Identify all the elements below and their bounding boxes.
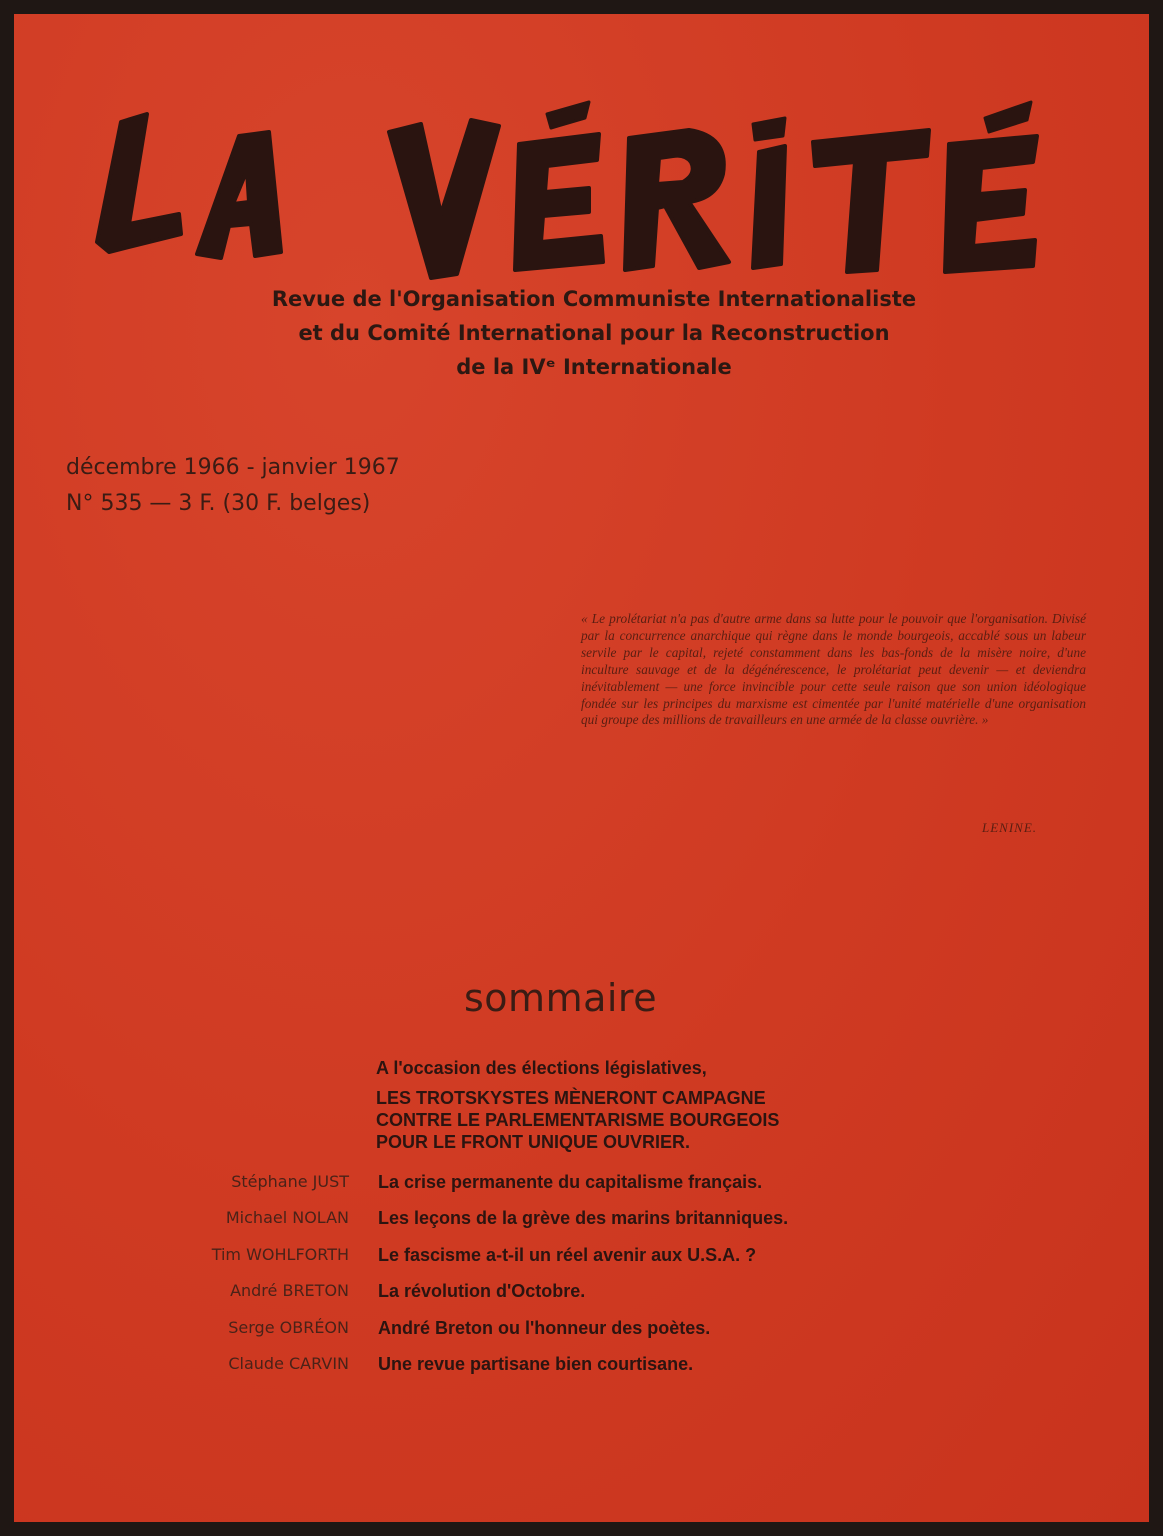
sommaire-heading: sommaire bbox=[464, 976, 658, 1020]
toc-title: Les leçons de la grève des marins britanniques. bbox=[378, 1208, 789, 1229]
lead-intro: A l'occasion des élections législatives, bbox=[376, 1058, 707, 1078]
toc-entry bbox=[14, 1206, 1149, 1242]
subtitle-line: de la IVᵉ Internationale bbox=[456, 355, 732, 379]
epigraph-author: LENINE. bbox=[982, 820, 1038, 835]
subtitle-line: Revue de l'Organisation Communiste Internationaliste bbox=[271, 287, 917, 311]
epigraph-quote: « Le prolétariat n'a pas d'autre arme dans sa lutte pour le pouvoir que l'organisation. Divisé par la concurrence anarchique qui règne dans le monde bourgeois, accablé sous un labeur servile par le capital, rejeté constamment dans les bas-fonds de la misère noire, d'une inculture sauvage et de la dégénérescence, le prolétariat peut devenir — et deviendra inévitablement — une force invincible pour cette seule raison que son union idéologique fondée sur les principes du marxisme est cimentée par l'unité matérielle d'une organisation qui groupe des millions de travailleurs en une armée de la classe ouvrière. » bbox=[581, 611, 1086, 728]
lead-headline-line: POUR LE FRONT UNIQUE OUVRIER. bbox=[376, 1132, 691, 1152]
toc-entry bbox=[14, 1243, 1149, 1279]
toc-author: Michael NOLAN bbox=[225, 1208, 349, 1228]
issue-number-price: N° 535 — 3 F. (30 F. belges) bbox=[66, 491, 371, 516]
magazine-cover bbox=[14, 14, 1149, 1522]
toc-author: André BRETON bbox=[230, 1281, 349, 1301]
toc-entry bbox=[14, 1352, 1149, 1388]
subtitle bbox=[214, 282, 974, 384]
issue-date: décembre 1966 - janvier 1967 bbox=[66, 455, 400, 480]
toc-title: La crise permanente du capitalisme français. bbox=[378, 1172, 763, 1192]
toc-title: André Breton ou l'honneur des poètes. bbox=[378, 1317, 711, 1338]
toc-author: Stéphane JUST bbox=[231, 1172, 349, 1191]
toc-author: Serge OBRÉON bbox=[228, 1317, 349, 1337]
toc-title: Le fascisme a-t-il un réel avenir aux U.S.A. ? bbox=[378, 1244, 757, 1265]
toc-title: Une revue partisane bien courtisane. bbox=[378, 1353, 694, 1374]
lead-headline-line: CONTRE LE PARLEMENTARISME BOURGEOIS bbox=[376, 1110, 780, 1130]
lead-headline bbox=[376, 1087, 976, 1153]
masthead-logo-art bbox=[69, 74, 1099, 284]
lead-headline-line: LES TROTSKYSTES MÈNERONT CAMPAGNE bbox=[376, 1088, 766, 1108]
toc-entry bbox=[14, 1316, 1149, 1352]
lead-article bbox=[376, 1056, 976, 1153]
toc-author: Claude CARVIN bbox=[228, 1353, 349, 1373]
subtitle-line: et du Comité International pour la Reconstruction bbox=[298, 321, 890, 345]
issue-info bbox=[66, 450, 400, 522]
toc-entry bbox=[14, 1279, 1149, 1315]
masthead-logo bbox=[69, 74, 1099, 284]
toc-author: Tim WOHLFORTH bbox=[211, 1244, 349, 1264]
toc-title: La révolution d'Octobre. bbox=[378, 1281, 586, 1302]
table-of-contents bbox=[14, 1170, 1149, 1388]
toc-entry bbox=[14, 1170, 1149, 1206]
